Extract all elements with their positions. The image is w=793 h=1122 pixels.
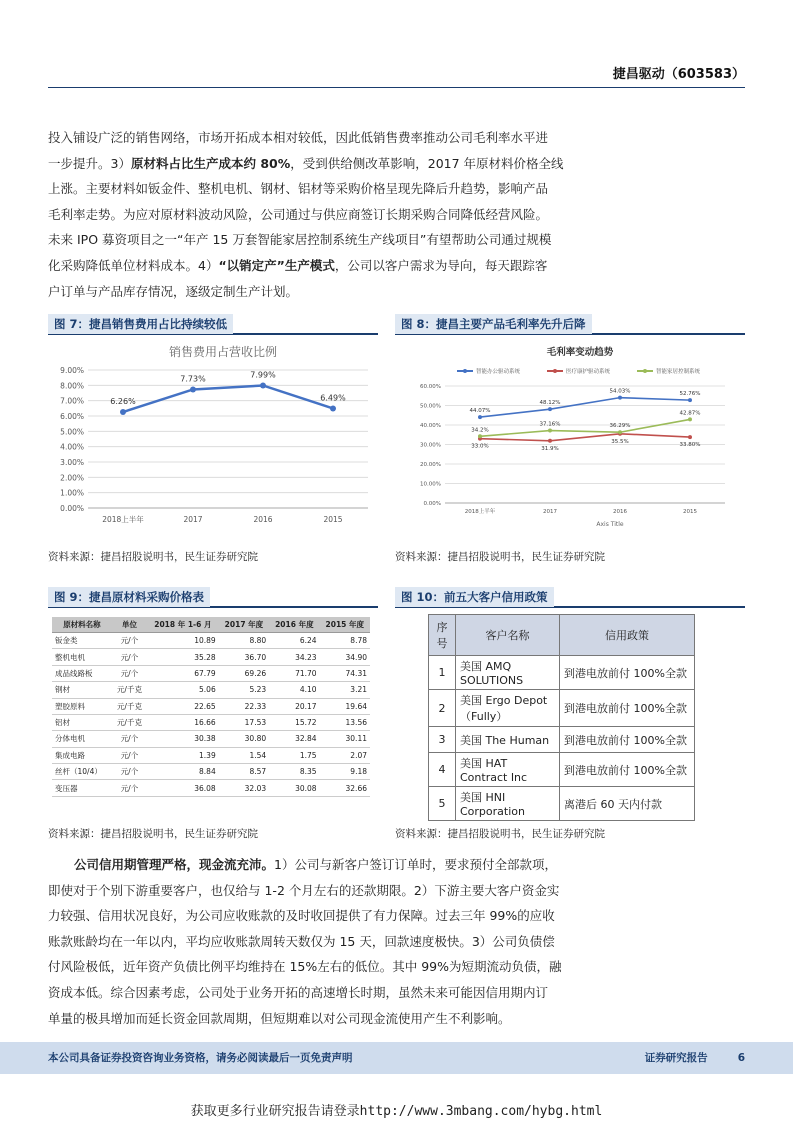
footer-right xyxy=(645,1050,745,1065)
footer-disclaimer: 本公司具备证券投资咨询业务资格，请务必阅读最后一页免责声明 xyxy=(48,1052,353,1064)
fig8-data-label: 31.9% xyxy=(541,445,559,452)
fig7-title: 图 7：捷昌销售费用占比持续较低 xyxy=(48,314,233,334)
fig10-header-cell: 信用政策 xyxy=(560,615,695,656)
fig8-source: 资料来源：捷昌招股说明书，民生证券研究院 xyxy=(395,551,605,563)
para1-line: 上涨。主要材料如钣金件、整机电机、钢材、铝材等采购价格呈现先降后升趋势，影响产品 xyxy=(48,181,549,197)
fig9-cell: 8.35 xyxy=(269,764,319,780)
fig8-data-point xyxy=(688,417,692,421)
para1-line xyxy=(48,253,748,279)
fig9-cell: 8.84 xyxy=(147,764,219,780)
fig9-table-row xyxy=(52,633,370,649)
fig8-y-tick-label: 10.00% xyxy=(420,481,441,488)
fig9-cell: 丝杆（10/4） xyxy=(52,764,112,780)
fig9-cell: 变压器 xyxy=(52,780,112,796)
fig8-data-label: 54.03% xyxy=(609,388,631,395)
fig9-cell: 34.23 xyxy=(269,649,319,665)
fig8-data-label: 36.29% xyxy=(609,423,631,430)
fig7-y-tick-label: 4.00% xyxy=(60,442,84,452)
fig10-title: 图 10：前五大客户信用政策 xyxy=(395,587,554,607)
fig7-y-tick-label: 1.00% xyxy=(60,488,84,498)
para2-line: 即使对于个别下游重要客户，也仅给与 1-2 个月左右的还款期限。2）下游主要大客户资金实 xyxy=(48,882,560,898)
paragraph-materials xyxy=(48,125,748,304)
fig9-cell: 74.31 xyxy=(320,665,370,681)
fig9-table-row xyxy=(52,747,370,763)
fig9-table-row xyxy=(52,698,370,714)
fig7-source: 资料来源：捷昌招股说明书，民生证券研究院 xyxy=(48,551,258,563)
fig10-cell: 到港电放前付 100%全款 xyxy=(560,656,695,690)
fig8-data-label: 37.16% xyxy=(539,421,561,428)
fig9-cell: 元/个 xyxy=(112,649,147,665)
fig10-table-row xyxy=(429,787,695,821)
fig8-data-label: 35.5% xyxy=(611,438,629,445)
fig10-cell: 1 xyxy=(429,656,456,690)
fig7-y-tick-label: 7.00% xyxy=(60,396,84,406)
bold-span: “以销定产”生产模式 xyxy=(218,257,335,273)
fig10-cell: 到港电放前付 100%全款 xyxy=(560,690,695,727)
fig10-header-cell: 客户名称 xyxy=(456,615,560,656)
fig8-y-tick-label: 0.00% xyxy=(423,501,441,507)
fig8-data-point xyxy=(548,407,552,411)
report-header-title: 捷昌驱动（603583） xyxy=(612,67,745,82)
fig8-data-label: 44.07% xyxy=(469,408,491,415)
fig8-data-label: 33.80% xyxy=(679,442,701,449)
fig8-data-point xyxy=(618,396,622,400)
bold-span: 公司信用期管理严格，现金流充沛。 xyxy=(74,857,275,872)
fig8-x-tick-label: 2017 xyxy=(543,509,557,515)
para2-line: 力较强、信用状况良好，为公司应收账款的及时收回提供了有力保障。过去三年 99%的应收 xyxy=(48,908,555,924)
text-span: 一步提升。3） xyxy=(48,155,131,171)
fig9-header-cell: 2015 年度 xyxy=(320,617,370,633)
fig7-y-tick-label: 5.00% xyxy=(60,427,84,437)
fig9-table-row xyxy=(52,665,370,681)
fig10-cell: 美国 AMQ SOLUTIONS xyxy=(456,656,560,690)
fig8-x-axis-title: Axis Title xyxy=(596,521,624,528)
fig9-header-cell: 2018 年 1-6 月 xyxy=(147,617,219,633)
page-number: 6 xyxy=(737,1052,745,1064)
fig7-data-point xyxy=(190,386,196,392)
fig8-series-line xyxy=(480,419,690,436)
para2-line xyxy=(48,852,748,878)
fig8-data-point xyxy=(478,434,482,438)
fig8-legend-marker xyxy=(553,369,557,373)
footer-report-label: 证券研究报告 xyxy=(644,1052,708,1064)
fig9-table xyxy=(52,617,370,797)
fig10-cell: 到港电放前付 100%全款 xyxy=(560,727,695,753)
fig9-cell: 6.24 xyxy=(269,633,319,649)
fig9-cell: 3.21 xyxy=(320,682,370,698)
fig7-x-tick-label: 2015 xyxy=(323,515,343,524)
fig10-table xyxy=(428,614,695,821)
fig9-cell: 15.72 xyxy=(269,714,319,730)
fig10-cell: 5 xyxy=(429,787,456,821)
fig8-series-line xyxy=(480,434,690,441)
fig9-cell: 32.84 xyxy=(269,731,319,747)
fig9-cell: 30.80 xyxy=(219,731,269,747)
fig9-cell: 元/个 xyxy=(112,780,147,796)
fig7-y-tick-label: 9.00% xyxy=(60,366,84,375)
fig10-table-row xyxy=(429,753,695,787)
fig9-cell: 塑胶原料 xyxy=(52,698,112,714)
fig10-title-bar xyxy=(395,586,745,608)
fig9-cell: 30.11 xyxy=(320,731,370,747)
fig10-cell: 离港后 60 天内付款 xyxy=(560,787,695,821)
fig7-x-tick-label: 2016 xyxy=(253,515,273,524)
fig8-data-point xyxy=(618,430,622,434)
fig10-table-row xyxy=(429,690,695,727)
fig9-cell: 元/个 xyxy=(112,633,147,649)
fig9-cell: 22.65 xyxy=(147,698,219,714)
fig9-cell: 20.17 xyxy=(269,698,319,714)
para1-line: 毛利率走势。为应对原材料波动风险，公司通过与供应商签订长期采购合同降低经营风险。 xyxy=(48,206,549,222)
fig10-cell: 美国 HNI Corporation xyxy=(456,787,560,821)
fig9-cell: 30.08 xyxy=(269,780,319,796)
fig8-y-tick-label: 20.00% xyxy=(420,462,441,468)
fig9-cell: 元/千克 xyxy=(112,682,147,698)
fig9-cell: 17.53 xyxy=(219,714,269,730)
fig9-cell: 69.26 xyxy=(219,665,269,681)
fig8-legend-label: 智能办公驱动系统 xyxy=(476,369,521,375)
fig7-x-tick-label: 2017 xyxy=(183,515,203,524)
fig9-cell: 成品线路板 xyxy=(52,665,112,681)
fig9-cell: 分体电机 xyxy=(52,731,112,747)
fig7-data-label: 6.26% xyxy=(110,397,136,407)
fig10-header-cell: 序号 xyxy=(429,615,456,656)
fig8-data-point xyxy=(688,398,692,402)
fig8-data-point xyxy=(548,429,552,433)
fig9-table-row xyxy=(52,764,370,780)
fig10-cell: 到港电放前付 100%全款 xyxy=(560,753,695,787)
fig9-header-cell: 单位 xyxy=(112,617,147,633)
fig9-cell: 36.08 xyxy=(147,780,219,796)
fig8-legend-label: 医疗康护驱动系统 xyxy=(566,369,611,375)
para1-line xyxy=(48,151,748,177)
fig8-legend-label: 智能家居控制系统 xyxy=(656,369,701,375)
fig8-y-tick-label: 60.00% xyxy=(420,384,441,390)
para1-line: 投入铺设广泛的销售网络，市场开拓成本相对较低，因此低销售费率推动公司毛利率水平进 xyxy=(48,130,549,145)
fig9-cell: 元/个 xyxy=(112,747,147,763)
text-span: ，受到供给侧改革影响，2017 年原材料价格全线 xyxy=(290,155,564,171)
fig8-legend-marker xyxy=(643,369,647,373)
text-span: 1）公司与新客户签订订单时，要求预付全部款项， xyxy=(274,857,557,872)
fig8-x-tick-label: 2018上半年 xyxy=(464,509,496,515)
fig9-source: 资料来源：捷昌招股说明书，民生证券研究院 xyxy=(48,828,258,840)
fig9-header-cell: 原材料名称 xyxy=(52,617,112,633)
fig9-cell: 22.33 xyxy=(219,698,269,714)
fig8-y-tick-label: 50.00% xyxy=(420,403,441,410)
fig7-x-tick-label: 2018上半年 xyxy=(102,515,144,524)
fig10-cell: 4 xyxy=(429,753,456,787)
fig9-cell: 整机电机 xyxy=(52,649,112,665)
fig8-chart-title: 毛利率变动趋势 xyxy=(546,347,614,358)
fig10-cell: 2 xyxy=(429,690,456,727)
fig7-data-point xyxy=(260,382,266,388)
fig9-cell: 34.90 xyxy=(320,649,370,665)
para2-line: 付风险极低，近年资产负债比例平均维持在 15%左右的低位。其中 99%为短期流动负债，融 xyxy=(48,959,562,975)
fig8-data-point xyxy=(688,435,692,439)
fig8-data-label: 48.12% xyxy=(539,400,561,407)
fig7-data-point xyxy=(120,409,126,415)
fig9-cell: 1.39 xyxy=(147,747,219,763)
fig9-cell: 71.70 xyxy=(269,665,319,681)
fig8-series-line xyxy=(480,398,690,417)
fig9-cell: 钢材 xyxy=(52,682,112,698)
fig9-title-bar xyxy=(48,586,378,608)
fig9-title: 图 9：捷昌原材料采购价格表 xyxy=(48,587,210,607)
fig8-legend-marker xyxy=(463,369,467,373)
fig9-table-row xyxy=(52,780,370,796)
fig9-header-cell: 2017 年度 xyxy=(219,617,269,633)
fig9-cell: 5.23 xyxy=(219,682,269,698)
fig9-cell: 8.78 xyxy=(320,633,370,649)
fig10-cell: 美国 HAT Contract Inc xyxy=(456,753,560,787)
fig9-cell: 13.56 xyxy=(320,714,370,730)
fig7-series-line xyxy=(123,385,333,412)
fig8-chart xyxy=(395,338,745,530)
promo-link[interactable]: 获取更多行业研究报告请登录http://www.3mbang.com/hybg.html xyxy=(190,1104,603,1119)
fig7-y-tick-label: 3.00% xyxy=(60,458,84,467)
fig7-data-label: 6.49% xyxy=(320,393,346,403)
fig7-title-bar xyxy=(48,313,378,335)
text-span: ，公司以客户需求为导向，每天跟踪客 xyxy=(334,257,548,273)
fig9-cell: 集成电路 xyxy=(52,747,112,763)
fig9-table-row xyxy=(52,731,370,747)
fig9-cell: 32.03 xyxy=(219,780,269,796)
fig8-data-label: 42.87% xyxy=(679,410,701,417)
fig9-table-row xyxy=(52,649,370,665)
fig9-cell: 4.10 xyxy=(269,682,319,698)
fig9-table-row xyxy=(52,714,370,730)
fig8-y-tick-label: 30.00% xyxy=(420,442,441,449)
para1-line: 户订单与产品库存情况，逐级定制生产计划。 xyxy=(48,283,299,299)
fig10-cell: 美国 Ergo Depot（Fully） xyxy=(456,690,560,727)
fig9-cell: 10.89 xyxy=(147,633,219,649)
fig7-y-tick-label: 8.00% xyxy=(60,381,84,391)
fig9-cell: 2.07 xyxy=(320,747,370,763)
fig7-data-label: 7.73% xyxy=(180,374,206,384)
fig8-data-point xyxy=(478,415,482,419)
fig9-cell: 铝材 xyxy=(52,714,112,730)
fig7-chart xyxy=(48,338,378,530)
fig10-table-row xyxy=(429,727,695,753)
fig7-y-tick-label: 6.00% xyxy=(60,412,84,421)
fig8-y-tick-label: 40.00% xyxy=(420,423,441,429)
fig9-cell: 67.79 xyxy=(147,665,219,681)
fig7-data-label: 7.99% xyxy=(250,370,276,380)
fig9-cell: 钣金类 xyxy=(52,633,112,649)
fig9-header-cell: 2016 年度 xyxy=(269,617,319,633)
fig8-data-label: 52.76% xyxy=(679,391,701,398)
bold-span: 原材料占比生产成本约 80% xyxy=(130,155,291,171)
fig9-cell: 5.06 xyxy=(147,682,219,698)
fig9-cell: 30.38 xyxy=(147,731,219,747)
fig9-cell: 36.70 xyxy=(219,649,269,665)
header-divider xyxy=(48,87,745,88)
para2-line: 账款账龄均在一年以内，平均应收账款周转天数仅为 15 天，回款速度极快。3）公司负债偿 xyxy=(48,933,555,949)
fig10-cell: 3 xyxy=(429,727,456,753)
fig9-cell: 8.57 xyxy=(219,764,269,780)
fig9-cell: 16.66 xyxy=(147,714,219,730)
fig7-y-tick-label: 0.00% xyxy=(60,504,84,513)
fig9-cell: 元/千克 xyxy=(112,698,147,714)
fig9-cell: 元/个 xyxy=(112,731,147,747)
fig9-cell: 元/个 xyxy=(112,764,147,780)
fig10-table-row xyxy=(429,656,695,690)
fig10-cell: 美国 The Human xyxy=(456,727,560,753)
paragraph-credit xyxy=(48,852,748,1031)
fig9-table-row xyxy=(52,682,370,698)
fig8-title: 图 8：捷昌主要产品毛利率先升后降 xyxy=(395,314,592,334)
para1-line: 未来 IPO 募资项目之一“年产 15 万套智能家居控制系统生产线项目”有望帮助公司通过规模 xyxy=(48,232,552,248)
fig7-data-point xyxy=(330,405,336,411)
fig9-cell: 35.28 xyxy=(147,649,219,665)
para2-line: 资成本低。综合因素考虑，公司处于业务开拓的高速增长时期，虽然未来可能因信用期内订 xyxy=(48,984,549,1000)
fig8-data-label: 34.2% xyxy=(471,427,489,434)
para2-line: 单量的极具增加而延长资金回款周期，但短期难以对公司现金流使用产生不利影响。 xyxy=(48,1010,511,1026)
fig9-cell: 1.75 xyxy=(269,747,319,763)
fig8-title-bar xyxy=(395,313,745,335)
text-span: 化采购降低单位材料成本。4） xyxy=(48,257,219,273)
fig9-cell: 19.64 xyxy=(320,698,370,714)
fig7-y-tick-label: 2.00% xyxy=(60,473,84,483)
fig8-data-label: 33.0% xyxy=(471,443,489,450)
fig9-cell: 元/个 xyxy=(112,665,147,681)
fig9-cell: 32.66 xyxy=(320,780,370,796)
fig9-cell: 1.54 xyxy=(219,747,269,763)
fig8-x-tick-label: 2015 xyxy=(683,509,697,515)
fig8-x-tick-label: 2016 xyxy=(613,509,627,515)
fig10-source: 资料来源：捷昌招股说明书，民生证券研究院 xyxy=(395,828,605,840)
fig9-cell: 8.80 xyxy=(219,633,269,649)
fig8-data-point xyxy=(548,439,552,443)
fig9-cell: 9.18 xyxy=(320,764,370,780)
fig9-cell: 元/千克 xyxy=(112,714,147,730)
fig7-chart-title: 销售费用占营收比例 xyxy=(168,345,278,359)
